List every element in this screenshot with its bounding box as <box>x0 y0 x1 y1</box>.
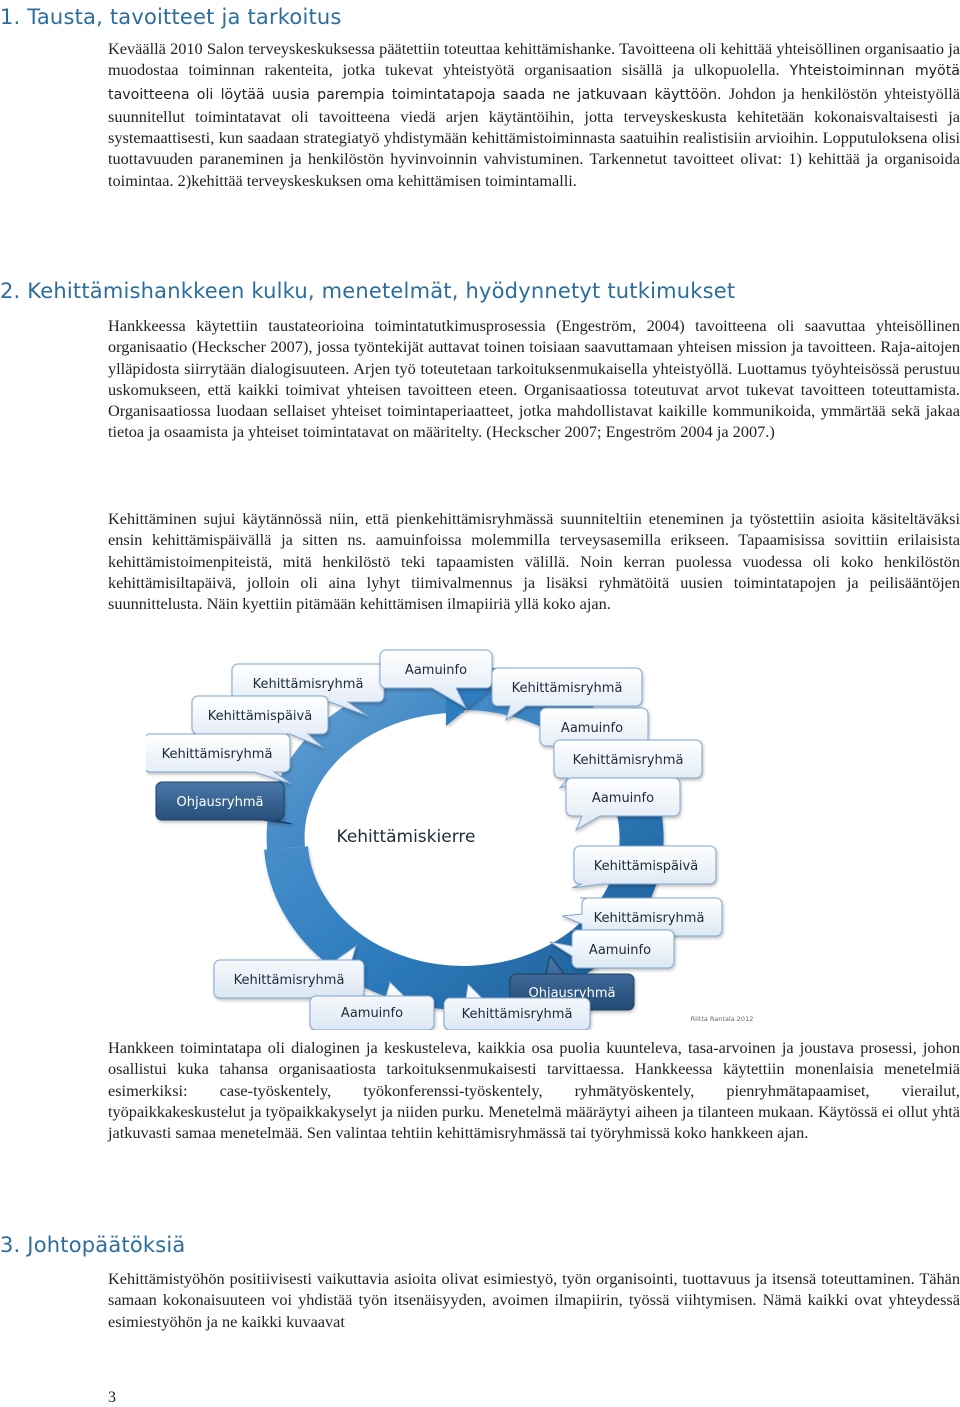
section-heading-1: 1. Tausta, tavoitteet ja tarkoitus <box>0 5 342 29</box>
spiral-center-label: Kehittämiskierre <box>336 827 476 847</box>
callout-label: Kehittämispäivä <box>593 859 699 874</box>
figure-credit: Riitta Rantala 2012 <box>690 1015 754 1023</box>
callout-label: Ohjausryhmä <box>176 795 264 810</box>
section-1-text-a: Keväällä 2010 Salon terveyskeskuksessa päätettiin toteuttaa kehittämishanke. Tavoitteena oli kehittää yhteisöllinen organisaatio ja muodostaa toiminnan rakenteita, jotka tukevat yhteistyötä organisaation sisällä ja ulkopuolella. <box>108 39 960 80</box>
callout-label: Kehittämisryhmä <box>252 677 364 692</box>
callout-label: Kehittämisryhmä <box>461 1007 573 1022</box>
callout-label: Kehittämisryhmä <box>593 911 705 926</box>
section-heading-3: 3. Johtopäätöksiä <box>0 1233 186 1257</box>
section-2-paragraph-3: Hankkeen toimintatapa oli dialoginen ja keskusteleva, kaikkia osa puolia kuunteleva, tasa-arvoinen ja joustava prosessi, johon osallistui kuka tahansa organisaatiosta tarkoituksenmukaisesti tarvittaessa. Hankkeessa käytettiin monenlaisia menetelmiä esimerkiksi: case-työskentely, työkonferenssi-työskentely, ryhmätyöskentely, pienryhmätapaamiset, vierailut, työpaikkakeskustelut ja työpaikkakyselyt ja niiden purku. Menetelmä määräytyi aiheen ja tilanteen mukaan. Käytössä ei ollut yhtä jatkuvasti samaa menetelmää. Sen valintaa tehtiin kehittämisryhmässä tai työryhmissä koko hankkeen ajan. <box>108 1038 960 1143</box>
callout-label: Kehittämisryhmä <box>233 973 345 988</box>
section-3-paragraph-1: Kehittämistyöhön positiivisesti vaikuttavia asioita olivat esimiestyö, työn organisointi, tuottavuus ja itsensä toteuttaminen. Tähän samaan kokonaisuuteen voi yhdistää työn itsenäisyyden, avoimen ilmapiirin, työssä viihtymisen. Nämä kaikki ovat yhteydessä esimiestyöhön ja ne kaikki kuvaavat <box>108 1269 960 1331</box>
callout-label: Kehittämisryhmä <box>161 747 273 762</box>
callout-ohjausryhma-1 <box>156 782 292 824</box>
section-2-paragraph-1: Hankkeessa käytettiin taustateorioina toimintatutkimusprosessia (Engeström, 2004) tavoitteena oli saavuttaa yhteisöllinen organisaatio (Heckscher 2007), jossa työntekijät auttavat toinen toisiaan saavuttamaan yhteisen mission ja tavoitteen. Raja-aitojen ylläpidosta siirrytään dialogisuuteen. Arjen työ toteutetaan tarkoituksenmukaisella yhteistyöllä. Luottamus työyhteisössä perustuu uskomukseen, että kaikki toimivat yhteisen tavoitteen eteen. Organisaatiossa toteutuvat arvot tukevat tavoitteen toteuttamista. Organisaatiossa luodaan sellaiset yhteiset toimintaperiaatteet, jotka mahdollistavat kaikille kommunikoida, ymmärtää sekä jakaa tietoa ja osaamista ja yhteiset toimintatavat on määritelty. (Heckscher 2007; Engeström 2004 ja 2007.) <box>108 316 960 442</box>
callout-kehittamisryhma-3 <box>146 734 292 784</box>
section-1-paragraph <box>108 38 960 191</box>
callout-label: Kehittämispäivä <box>207 709 313 724</box>
callout-label: Kehittämisryhmä <box>572 753 684 768</box>
section-heading-2: 2. Kehittämishankkeen kulku, menetelmät, hyödynnetyt tutkimukset <box>0 279 736 303</box>
callout-kehittamispaiva-2 <box>572 846 716 888</box>
callout-label: Aamuinfo <box>588 943 652 958</box>
callout-label: Aamuinfo <box>560 721 624 736</box>
section-1-text-b: Yhteistoiminnan myötä tavoitteena oli löytää uusia parempia toimintatapoja saada ne jatkuvaan käyttöön. <box>108 63 960 103</box>
callout-label: Ohjausryhmä <box>528 986 616 1001</box>
callout-label: Kehittämisryhmä <box>511 681 623 696</box>
section-2-paragraph-2: Kehittäminen sujui käytännössä niin, että pienkehittämisryhmässä suunniteltiin eteneminen ja työstettiin asioita käsiteltäväksi ensin kehittämispäivällä ja sitten ns. aamuinfoissa molemmilla terveysasemilla erikseen. Tapaamisissa sovittiin erilaisista kehittämistoimenpiteistä, mitä henkilöstö teki tapaamisten välillä. Noin kerran puolessa vuodessa oli koko henkilöstön kehittämisiltapäivä, jolloin oli aina lyhyt tiimivalmennus ja lisäksi ryhmätöitä uusien toimintatapojen ja peilisääntöjen suunnittelusta. Näin kyettiin pitämään kehittämisen ilmapiiriä yllä koko ajan. <box>108 509 960 614</box>
page-number: 3 <box>108 1389 116 1406</box>
development-spiral-figure <box>146 648 766 1030</box>
callout-label: Aamuinfo <box>340 1006 404 1021</box>
section-1-text-c: Johdon ja henkilöstön yhteistyöllä suunnitellut toimintatavat oli tavoitteena viedä arjen käytäntöihin, jotta terveyskeskusta kehitetään kokonaisvaltaisesti ja systemaattisesti, kun saadaan strategiatyö yhdistymään kehittämistoiminnasta saatuihin realistisiin arvioihin. Lopputuloksena olisi tuottavuuden paraneminen ja henkilöstön hyvinvoinnin vahvistuminen. Tarkennetut tavoitteet olivat: 1) kehittää ja organisoida toimintaa. 2)kehittää terveyskeskuksen oma kehittämisen toimintamalli. <box>108 83 960 190</box>
callout-label: Aamuinfo <box>404 663 468 678</box>
callout-label: Aamuinfo <box>591 791 655 806</box>
